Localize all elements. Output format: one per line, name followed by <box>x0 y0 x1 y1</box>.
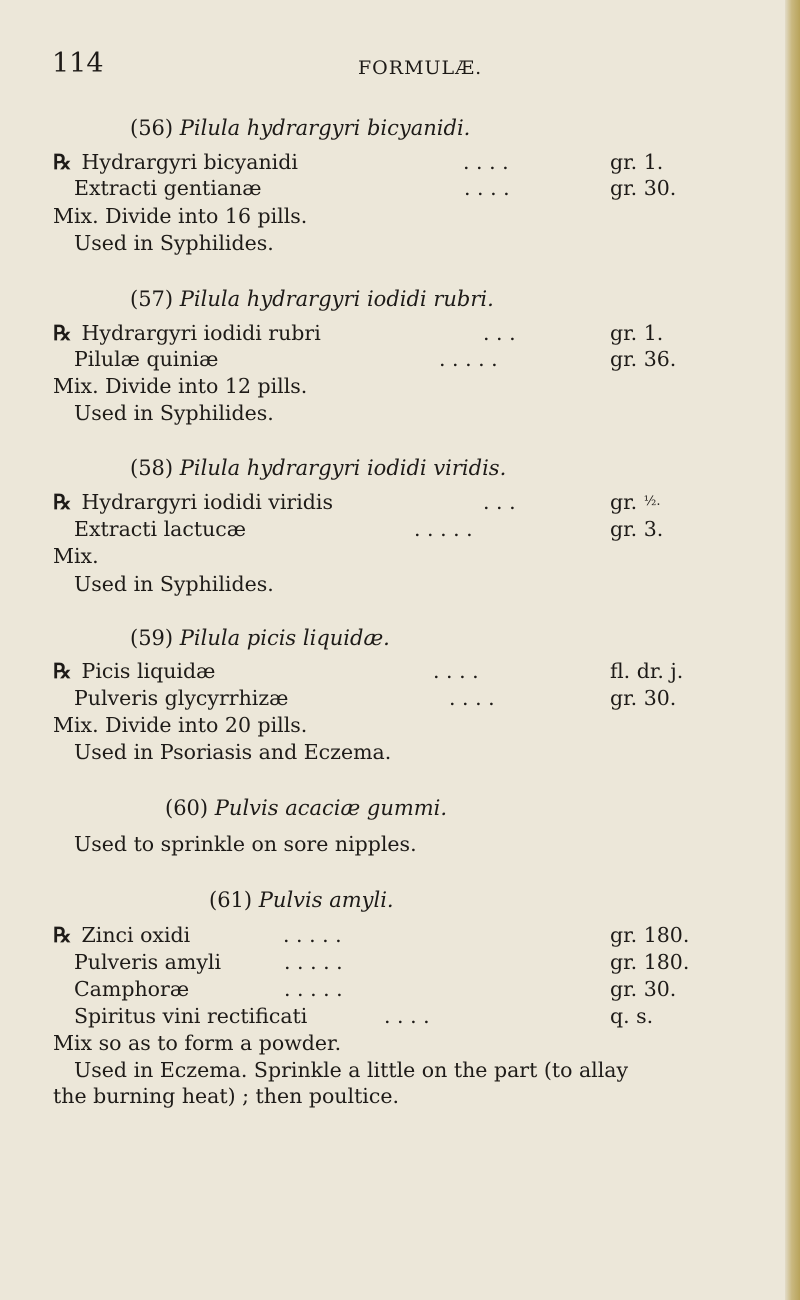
formula-58-title: Pilula hydrargyri iodidi viridis. <box>179 456 507 480</box>
leader-dots: . . . <box>483 490 516 514</box>
ingredient-name: Zinci oxidi <box>81 923 191 947</box>
page-number: 114 <box>52 48 104 79</box>
formula-58-ingredient-1 <box>53 490 516 514</box>
rx-symbol: ℞ <box>53 659 72 683</box>
formula-60-number: (60) <box>165 796 209 820</box>
formula-56-title: Pilula hydrargyri bicyanidi. <box>179 116 471 140</box>
formula-61-qty-2: gr. 180. <box>610 950 690 974</box>
qty-unit: gr. <box>610 490 638 514</box>
formula-56-ingredient-1 <box>53 150 509 174</box>
running-head: FORMULÆ. <box>358 57 483 79</box>
formula-61-note-1: Mix so as to form a powder. <box>53 1031 342 1055</box>
ingredient-name: Extracti gentianæ <box>74 176 262 200</box>
formula-56-ingredient-2 <box>74 176 510 200</box>
formula-58-qty-2: gr. 3. <box>610 517 664 541</box>
formula-57-ingredient-1 <box>53 321 516 345</box>
formula-57-qty-2: gr. 36. <box>610 347 677 371</box>
formula-59-qty-1: fl. dr. j. <box>610 659 684 683</box>
formula-57-note-1: Mix. Divide into 12 pills. <box>53 374 308 398</box>
formula-57-number: (57) <box>130 287 174 311</box>
formula-57-title: Pilula hydrargyri iodidi rubri. <box>179 287 494 311</box>
leader-dots: . . . . . <box>414 517 473 541</box>
formula-56-qty-1: gr. 1. <box>610 150 664 174</box>
leader-dots: . . . . . <box>284 977 343 1001</box>
rx-symbol: ℞ <box>53 321 72 345</box>
formula-59-ingredient-1 <box>53 659 479 683</box>
leader-dots: . . . . <box>449 686 495 710</box>
formula-59-note-2: Used in Psoriasis and Eczema. <box>74 740 392 764</box>
formula-60-title: Pulvis acaciæ gummi. <box>214 796 448 820</box>
formula-61-ingredient-2 <box>74 950 343 974</box>
ingredient-name: Hydrargyri iodidi rubri <box>81 321 321 345</box>
formula-61-qty-1: gr. 180. <box>610 923 690 947</box>
ingredient-name: Hydrargyri iodidi viridis <box>81 490 333 514</box>
formula-58-qty-1 <box>610 490 660 514</box>
formula-61-title: Pulvis amyli. <box>258 888 394 912</box>
ingredient-name: Hydrargyri bicyanidi <box>81 150 298 174</box>
formula-61-ingredient-4 <box>74 1004 430 1028</box>
formula-56-note-2: Used in Syphilides. <box>74 231 274 255</box>
formula-56-heading <box>130 116 470 140</box>
leader-dots: . . . . . <box>439 347 498 371</box>
qty-fraction: ½. <box>643 494 661 509</box>
formula-58-heading <box>130 456 506 480</box>
leader-dots: . . . . <box>464 176 510 200</box>
formula-56-qty-2: gr. 30. <box>610 176 677 200</box>
formula-57-note-2: Used in Syphilides. <box>74 401 274 425</box>
leader-dots: . . . . . <box>284 950 343 974</box>
formula-59-ingredient-2 <box>74 686 495 710</box>
leader-dots: . . . . <box>463 150 509 174</box>
leader-dots: . . . . <box>433 659 479 683</box>
formula-58-note-1: Mix. <box>53 544 99 568</box>
formula-59-qty-2: gr. 30. <box>610 686 677 710</box>
ingredient-name: Camphoræ <box>74 977 190 1001</box>
ingredient-name: Spiritus vini rectificati <box>74 1004 308 1028</box>
formula-61-heading <box>209 888 394 912</box>
formula-59-number: (59) <box>130 626 174 650</box>
formula-56-number: (56) <box>130 116 174 140</box>
formula-61-note-3: the burning heat) ; then poultice. <box>53 1084 399 1108</box>
formula-61-qty-4: q. s. <box>610 1004 654 1028</box>
formula-61-qty-3: gr. 30. <box>610 977 677 1001</box>
formula-59-note-1: Mix. Divide into 20 pills. <box>53 713 308 737</box>
formula-61-note-2: Used in Eczema. Sprinkle a little on the part (to allay <box>74 1058 629 1082</box>
formula-58-ingredient-2 <box>74 517 473 541</box>
formula-61-number: (61) <box>209 888 253 912</box>
formula-58-note-2: Used in Syphilides. <box>74 572 274 596</box>
rx-symbol: ℞ <box>53 150 72 174</box>
formula-61-ingredient-1 <box>53 923 342 947</box>
leader-dots: . . . . . <box>283 923 342 947</box>
formula-56-note-1: Mix. Divide into 16 pills. <box>53 204 308 228</box>
formula-57-heading <box>130 287 494 311</box>
rx-symbol: ℞ <box>53 490 72 514</box>
ingredient-name: Extracti lactucæ <box>74 517 247 541</box>
formula-61-ingredient-3 <box>74 977 343 1001</box>
formula-57-qty-1: gr. 1. <box>610 321 664 345</box>
ingredient-name: Picis liquidæ <box>81 659 216 683</box>
page-edge <box>785 0 800 1300</box>
formula-57-ingredient-2 <box>74 347 498 371</box>
leader-dots: . . . . <box>384 1004 430 1028</box>
ingredient-name: Pulveris glycyrrhizæ <box>74 686 289 710</box>
ingredient-name: Pulveris amyli <box>74 950 222 974</box>
formula-59-heading <box>130 626 390 650</box>
rx-symbol: ℞ <box>53 923 72 947</box>
formula-59-title: Pilula picis liquidæ. <box>179 626 390 650</box>
ingredient-name: Pilulæ quiniæ <box>74 347 219 371</box>
formula-58-number: (58) <box>130 456 174 480</box>
leader-dots: . . . <box>483 321 516 345</box>
formula-60-note-1: Used to sprinkle on sore nipples. <box>74 832 417 856</box>
formula-60-heading <box>165 796 447 820</box>
